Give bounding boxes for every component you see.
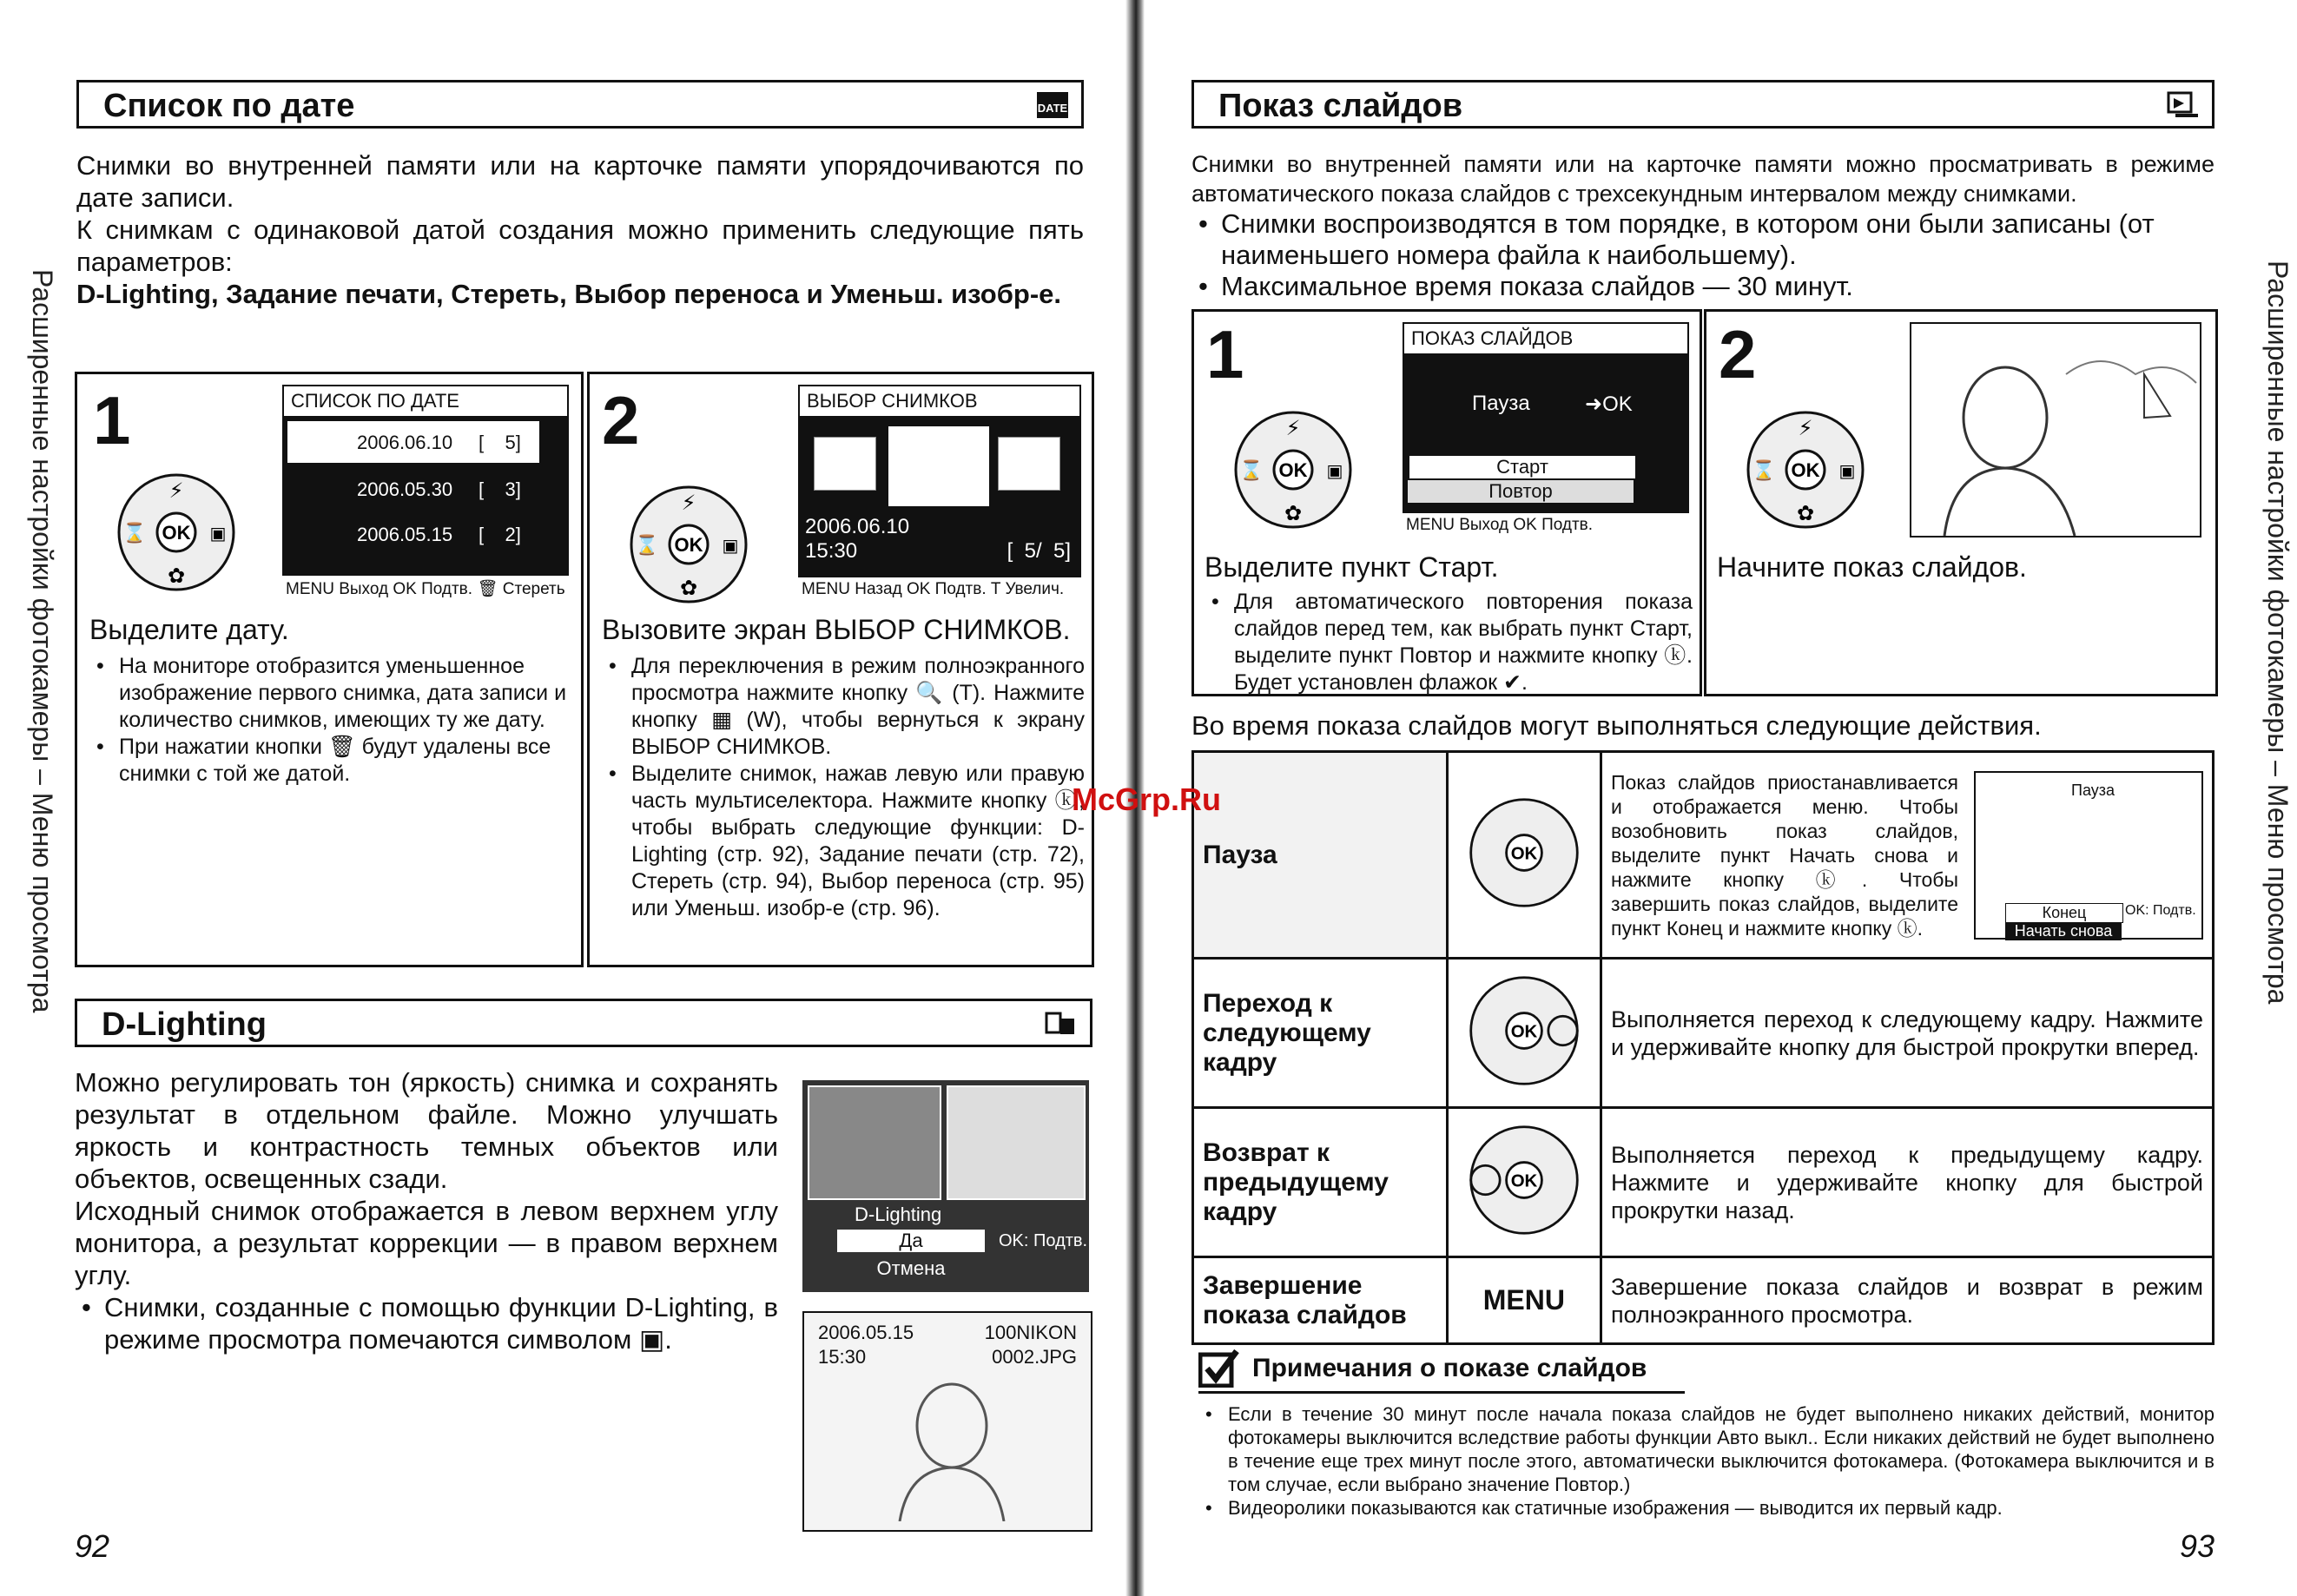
step-number: 1 (1206, 316, 1244, 392)
note-bullet: • Если в течение 30 минут после начала показа слайдов не будет выполнено никаких действий, монитор фотокамеры выключится вследствие работы функции Авто выкл.. Если никаких действий не будет выполнено в течение еще трех минут после этого, автоматически выключится фотокамера. (Фотокамера выключится и в том случае, если выбрано значение Повтор.) (1198, 1402, 2214, 1496)
action-description: Завершение показа слайдов и возврат в режим полноэкранного просмотра. (1601, 1257, 2214, 1344)
photo-file: 0002.JPG (992, 1346, 1077, 1368)
screen-time: 15:30 (805, 539, 858, 563)
date-value: 2006.06.10 (357, 432, 453, 453)
yes-option[interactable]: Да (837, 1230, 985, 1252)
svg-text:✿: ✿ (167, 564, 186, 588)
photo-date: 2006.05.15 (818, 1322, 914, 1343)
table-row (1193, 1257, 2214, 1344)
step-caption: Выделите пункт Старт. (1205, 551, 1499, 583)
step-bullet: • Выделите снимок, нажав левую или правую часть мультиселектора. Нажмите кнопку ⓚ, чтобы выбрать следующие функции: D-Lighting (стр. 92), Задание печати (стр. 72), Стереть (стр. 94), Выбор переноса (стр. 95) или Уменьш. изобр-е (стр. 96). (602, 761, 1085, 922)
svg-text:⚡: ⚡ (1798, 417, 1813, 440)
svg-text:OK: OK (1510, 1022, 1538, 1042)
step-bullet: • Для переключения в режим полноэкранного просмотра нажмите кнопку 🔍 (T). Нажмите кнопку ▦ (W), чтобы вернуться к экрану ВЫБОР СНИМКОВ. (602, 653, 1085, 761)
section-title: D-Lighting (102, 1006, 267, 1043)
select-pictures-screen (798, 385, 1081, 602)
svg-text:OK: OK (162, 522, 191, 544)
multi-selector-icon (116, 472, 237, 593)
end-option[interactable]: Конец (2005, 903, 2123, 923)
svg-text:OK: OK (1791, 459, 1820, 481)
start-option[interactable]: Старт (1408, 454, 1637, 480)
thumbnail-strip (814, 426, 1066, 505)
pause-screen-title: Пауза (2071, 781, 2115, 799)
pause-screen (1974, 771, 2203, 940)
multi-selector-icon (1745, 409, 1866, 531)
intro-paragraph-1: Снимки во внутренней памяти или на карточке памяти упорядочиваются по дате записи. (76, 150, 1084, 213)
d-lighting-icon (1045, 1010, 1078, 1038)
note-title: Примечания о показе слайдов (1252, 1354, 1647, 1382)
note-bullet: • Видеоролики показываются как статичные изображения — выводится их первый кадр. (1198, 1496, 2214, 1520)
svg-text:OK: OK (1278, 459, 1308, 481)
checkmark-note-icon (1198, 1349, 1240, 1388)
svg-text:▣: ▣ (1326, 462, 1343, 481)
table-row (1193, 959, 2214, 1108)
step-number: 2 (1719, 316, 1757, 392)
svg-text:⌛: ⌛ (1752, 459, 1776, 481)
intro-paragraph-2: К снимкам с одинаковой датой создания можно применить следующие пять параметров: (76, 214, 1084, 277)
screen-footer: MENU Выход OK Подтв. 🗑 Стереть (282, 576, 569, 602)
actions-intro: Во время показа слайдов могут выполняться следующие действия. (1191, 710, 2042, 741)
svg-text:⌛: ⌛ (1239, 459, 1264, 481)
d-lighting-screen (802, 1080, 1089, 1292)
svg-text:⚡: ⚡ (681, 491, 696, 515)
step-bullet: • На мониторе отобразится уменьшенное изображение первого снимка, дата записи и количество снимков, имеющих ту же дату. (89, 653, 572, 734)
action-description: Выполняется переход к предыдущему кадру. Нажмите и удерживайте кнопку для быстрой прокрутки назад. (1601, 1108, 2214, 1257)
svg-text:DATE: DATE (1037, 102, 1068, 115)
restart-option[interactable]: Начать снова (2005, 922, 2122, 940)
svg-text:⚡: ⚡ (1285, 417, 1301, 440)
date-list-step-1 (75, 372, 584, 967)
left-side-label: Расширенные настройки фотокамеры – Меню просмотра (27, 269, 58, 1013)
svg-text:OK: OK (1510, 1171, 1538, 1191)
count-value: [ 3] (479, 478, 521, 500)
action-name: Возврат к предыдущему кадру (1193, 1108, 1448, 1257)
step-caption: Выделите дату. (89, 614, 289, 645)
d-lighting-header (75, 999, 1092, 1047)
screen-title: ВЫБОР СНИМКОВ (798, 385, 1081, 418)
svg-text:⌛: ⌛ (122, 522, 147, 544)
intro-bullet: • Максимальное время показа слайдов — 30 минут. (1191, 271, 2214, 302)
svg-text:OK: OK (674, 534, 703, 556)
multi-selector-icon (1468, 796, 1581, 909)
date-value: 2006.05.30 (357, 478, 453, 500)
svg-text:✿: ✿ (679, 577, 698, 600)
page-title: Показ слайдов (1218, 88, 1463, 124)
svg-text:▣: ▣ (209, 524, 227, 544)
actions-table (1191, 750, 2214, 1345)
date-row[interactable] (287, 468, 539, 510)
confirm-hint: OK: Подтв. (999, 1231, 1088, 1250)
action-name: Завершение показа слайдов (1193, 1257, 1448, 1344)
date-row[interactable] (287, 421, 539, 463)
screen-footer: MENU Выход OK Подтв. (1403, 513, 1689, 537)
svg-text:OK: OK (1510, 844, 1538, 864)
pause-label: Пауза (1472, 392, 1530, 415)
screen-count: [ 5/ 5] (1007, 539, 1071, 563)
action-name: Переход к следующему кадру (1193, 959, 1448, 1108)
photo-folder: 100NIKON (984, 1322, 1077, 1343)
pause-confirm-hint: OK: Подтв. (2125, 902, 2196, 918)
multi-selector-left-icon (1468, 1124, 1581, 1237)
d-lighting-bullet: • Снимки, созданные с помощью функции D-Lighting, в режиме просмотра помечаются символом ▣. (75, 1291, 778, 1355)
action-description: Выполняется переход к следующему кадру. Нажмите и удерживайте кнопку для быстрой прокрутки вперед. (1601, 959, 2214, 1108)
svg-text:⌛: ⌛ (635, 534, 659, 556)
menu-button-label: MENU (1447, 1257, 1601, 1344)
portrait-illustration (882, 1365, 1021, 1521)
action-description: Показ слайдов приостанавливается и отображается меню. Чтобы возобновить показ слайдов, выделите пункт Начать снова и нажмите кнопку ⓚ. Чтобы завершить показ слайдов, выделите пункт Конец и нажмите кнопку ⓚ. (1611, 770, 1958, 940)
slide-show-menu-screen (1403, 322, 1689, 537)
calendar-date-icon (1036, 91, 1069, 119)
photo-time: 15:30 (818, 1346, 867, 1368)
table-row (1193, 1108, 2214, 1257)
right-side-label: Расширенные настройки фотокамеры – Меню просмотра (2262, 261, 2294, 1005)
svg-text:⚡: ⚡ (168, 479, 184, 503)
slide-show-icon (2167, 91, 2200, 119)
intro-bullet: • Снимки воспроизводятся в том порядке, в котором они были записаны (от наименьшего номера файла к наибольшему). (1191, 208, 2214, 271)
step-bullet: • При нажатии кнопки 🗑 будут удалены все снимки с той же датой. (89, 734, 572, 788)
intro-paragraph: Снимки во внутренней памяти или на карточке памяти можно просматривать в режиме автоматического показа слайдов с трехсекундным интервалом между снимками. (1191, 151, 2214, 207)
screen-footer: MENU Назад OK Подтв. T Увелич. (798, 577, 1081, 602)
date-list-screen (282, 385, 569, 602)
page-title: Список по дате (103, 88, 355, 124)
d-lighting-playback-screen (802, 1311, 1092, 1532)
date-row[interactable] (287, 513, 539, 555)
screen-label: D-Lighting (855, 1204, 942, 1225)
page-number-left: 92 (75, 1528, 110, 1564)
cancel-option[interactable]: Отмена (876, 1257, 946, 1279)
screen-date: 2006.06.10 (805, 515, 910, 538)
d-lighting-paragraph-1: Можно регулировать тон (яркость) снимка и сохранять результат в отдельном файле. Можно улучшать яркость и контрастность темных объектов или объектов, освещенных сзади. (75, 1067, 778, 1194)
count-value: [ 2] (479, 524, 521, 545)
d-lighting-paragraph-2: Исходный снимок отображается в левом верхнем углу монитора, а результат коррекции — в правом верхнем углу. (75, 1196, 778, 1290)
slide-show-header (1191, 80, 2214, 129)
svg-text:▣: ▣ (722, 537, 739, 556)
step-number: 2 (602, 382, 640, 458)
screen-title: СПИСОК ПО ДАТЕ (282, 385, 569, 418)
svg-text:✿: ✿ (1284, 502, 1303, 525)
multi-selector-icon (628, 484, 749, 605)
slide-photo-illustration (1910, 322, 2201, 537)
screen-title: ПОКАЗ СЛАЙДОВ (1403, 322, 1689, 355)
intro-paragraph-3: D-Lighting, Задание печати, Стереть, Выбор переноса и Уменьш. изобр-е. (76, 279, 1061, 309)
svg-text:✿: ✿ (1796, 502, 1815, 525)
slide-show-step-2 (1704, 309, 2218, 696)
step-bullet: • Для автоматического повторения показа слайдов перед тем, как выбрать пункт Старт, выделите пункт Повтор и нажмите кнопку ⓚ. Будет установлен флажок ✔. (1205, 589, 1693, 696)
svg-text:▣: ▣ (1838, 462, 1856, 481)
date-list-step-2 (587, 372, 1094, 967)
step-number: 1 (93, 382, 131, 458)
step-caption: Начните показ слайдов. (1717, 551, 2027, 583)
slide-show-step-1 (1191, 309, 1702, 696)
step-caption: Вызовите экран ВЫБОР СНИМКОВ. (602, 614, 1071, 645)
repeat-option[interactable]: Повтор (1408, 480, 1634, 503)
multi-selector-right-icon (1468, 974, 1581, 1087)
action-name: Пауза (1193, 752, 1448, 959)
table-row (1193, 752, 2214, 959)
count-value: [ 5] (479, 432, 521, 453)
date-list-header (76, 80, 1084, 129)
date-value: 2006.05.15 (357, 524, 453, 545)
page-number-right: 93 (2180, 1528, 2215, 1564)
watermark: McGrp.Ru (1072, 782, 1222, 817)
pause-ok: ➜OK (1585, 392, 1633, 416)
multi-selector-icon (1232, 409, 1354, 531)
